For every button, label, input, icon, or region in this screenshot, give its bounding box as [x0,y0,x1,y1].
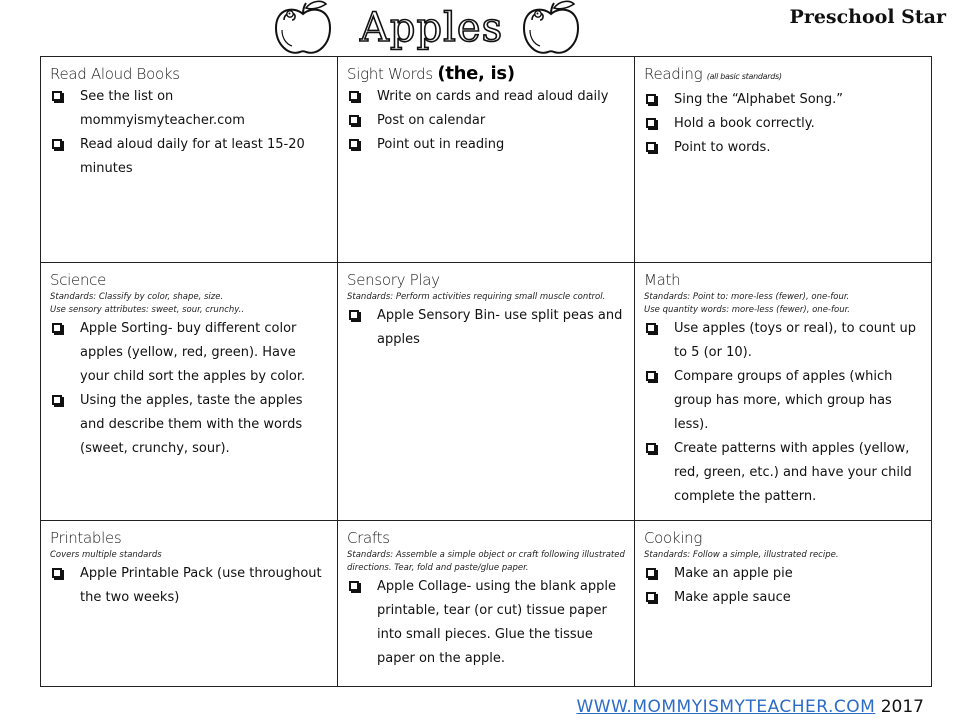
checklist [644,317,923,509]
cell-heading [50,269,329,291]
checklist [50,562,329,610]
checklist [50,317,329,461]
cell-heading-label: Printables [50,529,122,547]
checkbox-icon[interactable] [646,118,656,128]
checkbox-icon[interactable] [52,568,62,578]
checklist-item-text: See the list on mommyismyteacher.com [80,89,245,128]
checklist [347,85,626,157]
checkbox-icon[interactable] [349,310,359,320]
standards-note: Standards: Classify by color, shape, size. [50,292,224,302]
checklist-item-text: Sing the “Alphabet Song.” [674,92,844,107]
cell-sensory-play [338,263,635,521]
checklist-item [644,136,923,160]
checklist-item [50,133,329,181]
checklist-item-text: Create patterns with apples (yellow, red, green, etc.) and have your child complete the pattern. [674,441,912,504]
checklist-item [50,85,329,133]
cell-printables [41,521,338,687]
standards-note: Use sensory attributes: sweet, sour, crunchy.. [50,305,245,315]
heading-note: (all basic standards) [706,72,782,81]
checklist-item-text: Read aloud daily for at least 15-20 minutes [80,137,305,176]
checklist [50,85,329,181]
copyright-year: 2017 [880,697,924,717]
cell-heading-label: Sensory Play [347,271,440,289]
sight-words-list: (the, is) [437,63,515,84]
checklist-item [347,575,626,671]
checklist-item-text: Write on cards and read aloud daily [377,89,609,104]
cell-read-aloud-books [41,57,338,263]
brand-name: Preschool Star [789,6,946,28]
checkbox-icon[interactable] [52,323,62,333]
checklist [347,304,626,352]
cell-sight-words [338,57,635,263]
standards-note: Standards: Assemble a simple object or craft following illustrated directions. Tear, fold and paste/glue paper. [347,550,625,573]
checklist [644,88,923,160]
cell-reading [635,57,932,263]
checklist [347,575,626,671]
cell-heading-label: Crafts [347,529,390,547]
checklist-item [644,365,923,437]
checkbox-icon[interactable] [52,91,62,101]
checkbox-icon[interactable] [646,568,656,578]
checkbox-icon[interactable] [646,142,656,152]
checklist-item-text: Apple Sensory Bin- use split peas and apples [377,308,623,347]
checkbox-icon[interactable] [646,323,656,333]
checkbox-icon[interactable] [646,443,656,453]
cell-heading [347,269,626,291]
checklist-item [644,437,923,509]
checklist-item-text: Point out in reading [377,137,505,152]
checklist-item-text: Make apple sauce [674,590,791,605]
standards-note: Use quantity words: more-less (fewer), one-four. [644,305,850,315]
cell-heading [50,527,329,549]
checkbox-icon[interactable] [646,371,656,381]
standards-note: Standards: Perform activities requiring small muscle control. [347,292,606,302]
standards-note: Covers multiple standards [50,550,162,560]
activity-grid [40,56,932,687]
checklist-item [347,133,626,157]
checklist-item [644,88,923,112]
checklist-item [644,112,923,136]
checklist-item [347,85,626,109]
apple-worm-icon [270,0,336,56]
checklist-item [644,586,923,610]
checkbox-icon[interactable] [52,139,62,149]
checkbox-icon[interactable] [349,581,359,591]
cell-heading [50,63,329,85]
checklist-item [644,562,923,586]
checklist-item-text: Compare groups of apples (which group has more, which group has less). [674,369,893,432]
standards-note: Standards: Point to: more-less (fewer), one-four. [644,292,850,302]
checklist-item [644,317,923,365]
footer [576,696,924,718]
page-header [0,0,960,56]
cell-heading [347,63,626,85]
cell-crafts [338,521,635,687]
cell-heading [644,269,923,291]
checklist-item [347,109,626,133]
checklist-item-text: Hold a book correctly. [674,116,815,131]
checklist-item-text: Apple Sorting- buy different color apples (yellow, red, green). Have your child sort the apples by color. [80,321,306,384]
cell-cooking [635,521,932,687]
checklist-item [50,389,329,461]
checklist-item [347,304,626,352]
cell-heading [644,63,923,88]
checklist-item-text: Use apples (toys or real), to count up to 5 (or 10). [674,321,917,360]
cell-math [635,263,932,521]
checklist-item-text: Point to words. [674,140,771,155]
checklist [644,562,923,610]
checklist-item [50,562,329,610]
page-title: Apples [360,5,504,51]
standards-note: Standards: Follow a simple, illustrated recipe. [644,550,839,560]
checkbox-icon[interactable] [646,592,656,602]
checklist-item-text: Using the apples, taste the apples and describe them with the words (sweet, crunchy, sour). [80,393,303,456]
cell-heading-label: Sight Words [347,65,433,83]
apple-worm-icon [518,0,584,56]
website-link[interactable]: WWW.MOMMYISMYTEACHER.COM [576,697,876,717]
checklist-item-text: Post on calendar [377,113,486,128]
cell-heading-label: Math [644,271,681,289]
cell-heading [347,527,626,549]
checklist-item-text: Apple Collage- using the blank apple printable, tear (or cut) tissue paper into small pieces. Glue the tissue paper on the apple. [377,579,616,666]
checkbox-icon[interactable] [52,395,62,405]
checkbox-icon[interactable] [349,115,359,125]
checkbox-icon[interactable] [646,94,656,104]
cell-heading-label: Read Aloud Books [50,65,180,83]
checkbox-icon[interactable] [349,91,359,101]
cell-heading-label: Science [50,271,107,289]
cell-science [41,263,338,521]
cell-heading-label: Reading [644,65,703,83]
checklist-item [50,317,329,389]
checklist-item-text: Apple Printable Pack (use throughout the two weeks) [80,566,322,605]
checklist-item-text: Make an apple pie [674,566,793,581]
cell-heading-label: Cooking [644,529,703,547]
cell-heading [644,527,923,549]
checkbox-icon[interactable] [349,139,359,149]
